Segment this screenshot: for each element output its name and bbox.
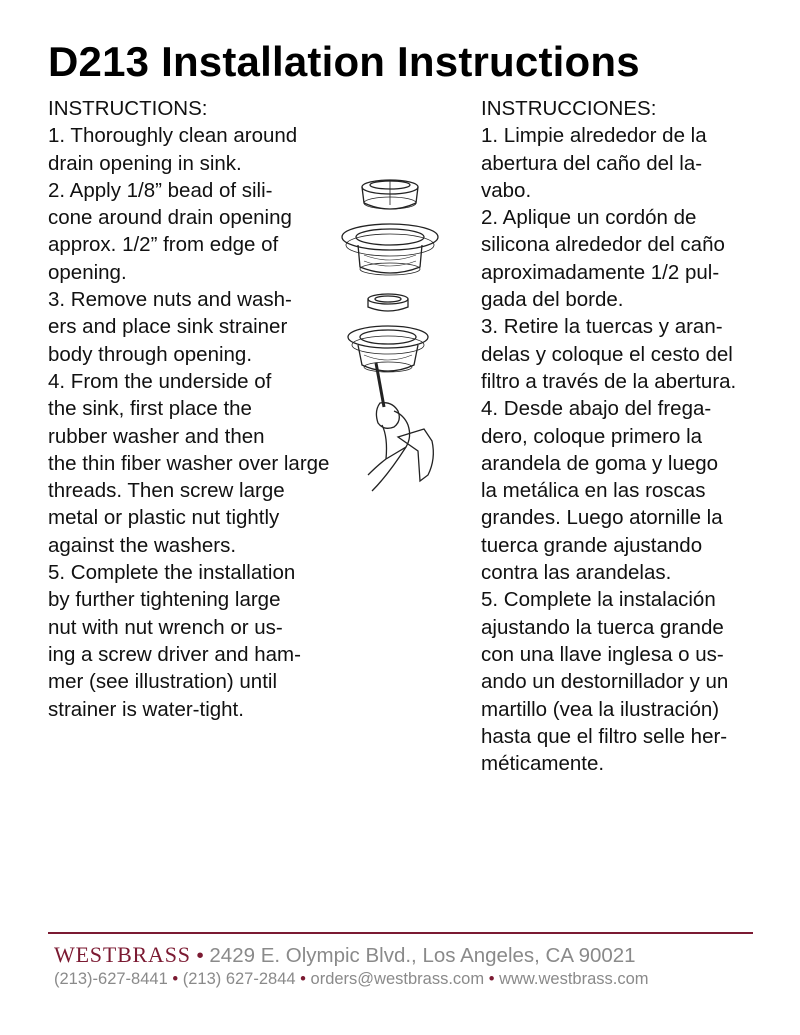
- address: 2429 E. Olympic Blvd., Los Angeles, CA 90021: [209, 944, 636, 967]
- phone-number: (213)-627-8441: [54, 970, 168, 988]
- instruction-line: 1. Thoroughly clean around: [48, 124, 298, 148]
- screwdriver-hammer-icon: [368, 363, 433, 491]
- instruction-line: ers and place sink strainer: [48, 315, 288, 339]
- instruction-line: cone around drain opening: [48, 206, 292, 230]
- instruction-line: filtro a través de la abertura.: [481, 369, 737, 393]
- fax-number: (213) 627-2844: [182, 970, 296, 988]
- instruction-line: 3. Remove nuts and wash-: [48, 288, 292, 312]
- instruction-line: 2. Aplique un cordón de: [481, 206, 697, 230]
- spanish-instructions: [481, 95, 781, 777]
- instruction-line: nut with nut wrench or us-: [48, 615, 283, 639]
- instruction-line: 4. From the underside of: [48, 369, 272, 393]
- instruction-line: ing a screw driver and ham-: [48, 642, 301, 666]
- instruction-line: 5. Complete the installation: [48, 561, 296, 585]
- instruction-line: con una llave inglesa o us-: [481, 642, 724, 666]
- instruction-line: hasta que el filtro selle her-: [481, 724, 728, 748]
- brand-name: WESTBRASS: [54, 942, 191, 967]
- instruction-line: abertura del caño del la-: [481, 151, 703, 175]
- instruction-line: gada del borde.: [481, 288, 624, 312]
- instruction-line: dero, coloque primero la: [481, 424, 703, 448]
- instruction-line: INSTRUCCIONES:: [481, 97, 657, 120]
- instruction-line: threads. Then screw large: [48, 479, 285, 503]
- instruction-line: contra las arandelas.: [481, 561, 672, 585]
- footer-divider: [48, 932, 753, 934]
- instruction-line: martillo (vea la ilustración): [481, 697, 720, 721]
- instruction-line: aproximadamente 1/2 pul-: [481, 260, 720, 284]
- instruction-line: ajustando la tuerca grande: [481, 615, 724, 639]
- strainer-nut-icon: [348, 326, 428, 372]
- instruction-line: mer (see illustration) until: [48, 670, 277, 694]
- instruction-line: strainer is water-tight.: [48, 697, 244, 721]
- instruction-line: 3. Retire la tuercas y aran-: [481, 315, 723, 339]
- instruction-line: approx. 1/2” from edge of: [48, 233, 279, 257]
- footer-contact-line: [54, 970, 649, 989]
- separator-bullet: •: [488, 970, 495, 988]
- website-link[interactable]: www.westbrass.com: [499, 970, 649, 988]
- instruction-line: metal or plastic nut tightly: [48, 506, 280, 530]
- strainer-basket-icon: [362, 180, 418, 209]
- instruction-line: la metálica en las roscas: [481, 479, 706, 503]
- instruction-line: 1. Limpie alrededor de la: [481, 124, 707, 148]
- instruction-line: rubber washer and then: [48, 424, 265, 448]
- instruction-line: méticamente.: [481, 752, 605, 776]
- strainer-body-icon: [342, 224, 438, 275]
- separator-bullet: •: [196, 944, 204, 967]
- instruction-line: body through opening.: [48, 342, 253, 366]
- instruction-line: the sink, first place the: [48, 397, 252, 421]
- instruction-line: against the washers.: [48, 533, 237, 557]
- instruction-line: INSTRUCTIONS:: [48, 97, 208, 120]
- instruction-line: vabo.: [481, 178, 532, 202]
- instruction-line: arandela de goma y luego: [481, 451, 719, 475]
- washer-icon: [368, 294, 408, 311]
- instruction-line: ando un destornillador y un: [481, 670, 729, 694]
- footer-address-line: [54, 942, 636, 968]
- strainer-illustration: [328, 175, 458, 495]
- instruction-line: 2. Apply 1/8” bead of sili-: [48, 178, 273, 202]
- instruction-line: 5. Complete la instalación: [481, 588, 716, 612]
- separator-bullet: •: [172, 970, 179, 988]
- instruction-line: the thin fiber washer over large: [48, 451, 330, 475]
- instruction-line: drain opening in sink.: [48, 151, 242, 175]
- instruction-line: delas y coloque el cesto del: [481, 342, 733, 366]
- instruction-line: tuerca grande ajustando: [481, 533, 703, 557]
- instruction-line: grandes. Luego atornille la: [481, 506, 723, 530]
- page-title: D213 Installation Instructions: [48, 38, 640, 85]
- separator-bullet: •: [300, 970, 306, 988]
- instruction-line: opening.: [48, 260, 127, 284]
- instruction-line: silicona alrededor del caño: [481, 233, 725, 257]
- instruction-line: 4. Desde abajo del frega-: [481, 397, 712, 421]
- english-instructions: [48, 95, 358, 723]
- instruction-line: by further tightening large: [48, 588, 281, 612]
- email-link[interactable]: orders@westbrass.com: [310, 970, 485, 988]
